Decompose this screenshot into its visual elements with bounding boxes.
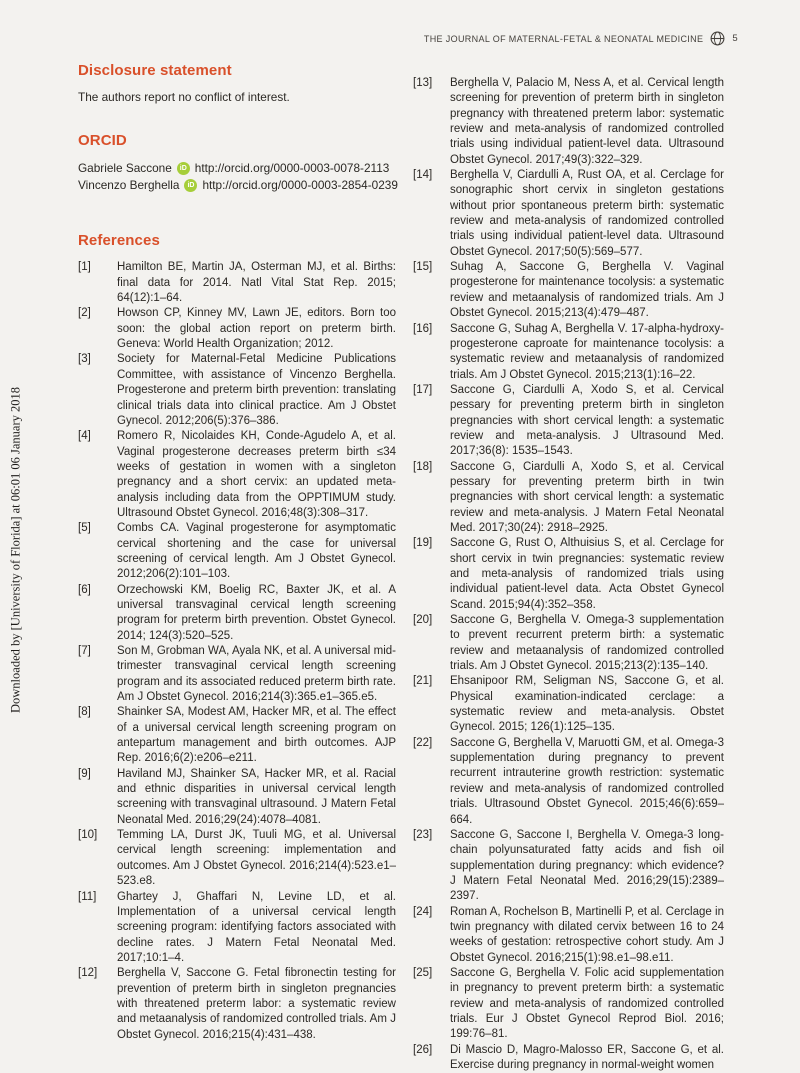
orcid-entry: [78, 177, 396, 194]
reference-number: [14]: [413, 169, 433, 182]
journal-title: THE JOURNAL OF MATERNAL-FETAL & NEONATAL MEDICINE: [423, 33, 704, 44]
reference-number: [7]: [78, 645, 91, 657]
reference-item: [413, 383, 724, 460]
download-watermark: Downloaded by [University of Florida] at 06:01 06 January 2018: [8, 387, 23, 713]
reference-item: [78, 890, 396, 967]
reference-text: Berghella V, Ciardulli A, Rust OA, et al. Cerclage for sonographic short cervix in singleton gestations without prior spontaneous preterm birth: systematic review and meta-analysis of randomized controlled trials using individual patient-level data. Ultrasound Obstet Gynecol. 2017;50(5):569–577.: [450, 169, 724, 258]
reference-number: [10]: [78, 829, 98, 842]
reference-item: [413, 905, 724, 966]
reference-text: Saccone G, Berghella V. Folic acid supplementation in pregnancy to prevent preterm birth: a systematic review and meta-analysis of randomized controlled trials. Eur J Obstet Gynecol Reprod Biol. 2016; 199:76–81.: [450, 966, 724, 1041]
reference-text: Howson CP, Kinney MV, Lawn JE, editors. Born too soon: the global action report on preterm birth. Geneva: World Health Organization; 2012.: [117, 307, 396, 351]
reference-number: [11]: [78, 890, 97, 903]
reference-number: [6]: [78, 583, 91, 596]
reference-number: [2]: [78, 307, 91, 320]
reference-text: Saccone G, Rust O, Althuisius S, et al. Cerclage for short cervix in twin pregnancies: systematic review and meta-analysis of randomized trials using individual patient-level data. Acta Obstet Gynecol Scand. 2015;94(4):352–358.: [450, 537, 724, 611]
reference-item: [413, 1043, 724, 1073]
reference-text: Berghella V, Saccone G. Fetal fibronectin testing for prevention of preterm birth in singleton pregnancies with threatened preterm labor: a systematic review and metaanalysis of randomized controlled trials. Am J Obstet Gynecol. 2016;215(4):431–438.: [117, 967, 396, 1041]
reference-item: [78, 705, 396, 766]
page-number: 5: [732, 33, 738, 44]
references-heading: References: [78, 232, 160, 250]
reference-text: Saccone G, Saccone I, Berghella V. Omega-3 long-chain polyunsaturated fatty acids and fish oil supplementation during pregnancy: which evidence? J Matern Fetal Neonatal Med. 2016;29(15):2389–2397.: [450, 828, 724, 903]
reference-item: [413, 168, 724, 260]
reference-number: [1]: [78, 261, 91, 274]
reference-number: [4]: [78, 430, 91, 443]
reference-number: [20]: [413, 614, 433, 627]
reference-number: [17]: [413, 383, 433, 396]
reference-number: [9]: [78, 767, 91, 780]
reference-item: [413, 674, 724, 735]
left-column: [78, 62, 396, 1073]
orcid-icon: iD: [184, 179, 197, 192]
reference-text: Roman A, Rochelson B, Martinelli P, et al. Cerclage in twin pregnancy with dilated cervix between 16 to 24 weeks of gestation: retrospective cohort study. Am J Obstet Gynecol. 2016;215(1):98.e1–98.e11.: [450, 905, 724, 964]
reference-item: [413, 460, 724, 537]
orcid-link[interactable]: http://orcid.org/0000-0003-0078-2113: [194, 161, 390, 176]
reference-item: [78, 644, 396, 705]
reference-text: Orzechowski KM, Boelig RC, Baxter JK, et al. A universal transvaginal cervical length screening program for preterm birth prevention. Obstet Gynecol. 2014; 124(3):520–525.: [117, 583, 396, 642]
reference-item: [78, 352, 396, 429]
reference-item: [413, 322, 724, 383]
reference-number: [12]: [78, 967, 98, 980]
author-name: Vincenzo Berghella: [78, 178, 180, 193]
reference-number: [25]: [413, 966, 433, 979]
reference-item: [413, 76, 724, 168]
reference-item: [78, 260, 396, 306]
reference-text: Son M, Grobman WA, Ayala NK, et al. A universal mid-trimester transvaginal cervical length screening program and its associated reduced preterm birth rate. Am J Obstet Gynecol. 2016;214(3):365.e1–365.e5.: [117, 645, 396, 704]
reference-text: Saccone G, Ciardulli A, Xodo S, et al. Cervical pessary for preventing preterm birth in twin pregnancies with short cervical length: a systematic review and meta-analysis. J Matern Fetal Neonatal Med. 2017;30(24): 2918–2925.: [450, 460, 724, 534]
reference-number: [22]: [413, 736, 433, 749]
orcid-heading: ORCID: [78, 132, 127, 150]
reference-list-right: [413, 73, 724, 1073]
reference-item: [78, 306, 396, 352]
reference-text: Ghartey J, Ghaffari N, Levine LD, et al. Implementation of a universal cervical length screening program: identifying factors associated with decline rates. J Matern Fetal Neonatal Med. 2017;10:1–4.: [117, 890, 396, 964]
reference-text: Hamilton BE, Martin JA, Osterman MJ, et al. Births: final data for 2014. Natl Vital Stat Rep. 2015; 64(12):1–64.: [117, 261, 396, 305]
reference-list-left: [78, 260, 396, 1043]
reference-text: Haviland MJ, Shainker SA, Hacker MR, et al. Racial and ethnic disparities in universal cervical length screening with transvaginal ultrasound. J Matern Fetal Neonatal Med. 2016;29(24):4078–4081.: [117, 767, 396, 826]
reference-item: [413, 536, 724, 613]
reference-text: Saccone G, Suhag A, Berghella V. 17-alpha-hydroxy-progesterone caproate for maintenance tocolysis: a systematic review and metaanalysis of randomized trials. Am J Obstet Gynecol. 2015;213(1):16–22.: [450, 322, 724, 381]
reference-text: Temming LA, Durst JK, Tuuli MG, et al. Universal cervical length screening: implementation and outcomes. Am J Obstet Gynecol. 2016;214(4):523.e1–523.e8.: [117, 829, 396, 888]
author-name: Gabriele Saccone: [78, 161, 172, 176]
right-column: [413, 62, 724, 1073]
reference-item: [78, 583, 396, 644]
reference-item: [78, 429, 396, 521]
reference-text: Di Mascio D, Magro-Malosso ER, Saccone G, et al. Exercise during pregnancy in normal-weight women: [450, 1043, 724, 1071]
orcid-entry: [78, 160, 396, 177]
reference-item: [413, 828, 724, 905]
reference-number: [15]: [413, 261, 433, 274]
reference-number: [16]: [413, 322, 433, 335]
reference-number: [3]: [78, 353, 91, 366]
reference-number: [26]: [413, 1043, 433, 1056]
reference-text: Society for Maternal-Fetal Medicine Publications Committee, with assistance of Vincenzo Berghella. Progesterone and preterm birth prevention: translating clinical trials data into clinical practice. Am J Obstet Gynecol. 2012;206(5):376–386.: [117, 353, 396, 427]
reference-number: [5]: [78, 522, 91, 535]
reference-item: [78, 828, 396, 889]
reference-text: Combs CA. Vaginal progesterone for asymptomatic cervical shortening and the case for universal screening of cervical length. Am J Obstet Gynecol. 2012;206(2):101–103.: [117, 522, 396, 581]
reference-item: [413, 966, 724, 1043]
publisher-globe-icon: [710, 31, 725, 46]
content-columns: [78, 62, 724, 1073]
reference-text: Suhag A, Saccone G, Berghella V. Vaginal progesterone for maintenance tocolysis: a systematic review and metaanalysis of randomized trials. Am J Obstet Gynecol. 2015;213(4):479–487.: [450, 261, 724, 320]
reference-number: [19]: [413, 537, 433, 550]
reference-item: [78, 521, 396, 582]
running-head: [424, 31, 738, 46]
reference-item: [78, 966, 396, 1043]
reference-number: [23]: [413, 828, 433, 841]
reference-number: [24]: [413, 905, 433, 918]
reference-text: Romero R, Nicolaides KH, Conde-Agudelo A, et al. Vaginal progesterone decreases preterm birth ≤34 weeks of gestation in women with a singleton pregnancy and a short cervix: an updated meta-analysis including data from the OPPTIMUM study. Ultrasound Obstet Gynecol. 2016;48(3):308–317.: [117, 430, 396, 519]
reference-text: Saccone G, Ciardulli A, Xodo S, et al. Cervical pessary for preventing preterm birth in singleton pregnancies with short cervical length: a systematic review and meta-analysis. J Ultrasound Med. 2017;36(8): 1535–1543.: [450, 383, 724, 458]
reference-number: [8]: [78, 706, 91, 719]
reference-number: [18]: [413, 460, 433, 473]
reference-number: [21]: [413, 675, 433, 688]
reference-item: [413, 260, 724, 321]
reference-text: Berghella V, Palacio M, Ness A, et al. Cervical length screening for prevention of preterm birth in singleton pregnancy with threatened preterm labor: systematic review and meta-analysis of randomized controlled trials using individual patient-level data. Ultrasound Obstet Gynecol. 2017;49(3):322–329.: [450, 77, 724, 166]
orcid-icon: iD: [177, 162, 190, 175]
orcid-list: [78, 160, 396, 194]
reference-item: [78, 767, 396, 828]
reference-number: [13]: [413, 77, 433, 89]
reference-text: Saccone G, Berghella V, Maruotti GM, et al. Omega-3 supplementation during pregnancy to prevent recurrent intrauterine growth restriction: systematic review and meta-analysis of randomized controlled trials. Ultrasound Obstet Gynecol. 2015;46(6):659–664.: [450, 736, 724, 826]
reference-text: Ehsanipoor RM, Seligman NS, Saccone G, et al. Physical examination-indicated cerclage: a systematic review and meta-analysis. Obstet Gynecol. 2015; 126(1):125–135.: [450, 675, 724, 734]
orcid-link[interactable]: http://orcid.org/0000-0003-2854-0239: [202, 178, 398, 193]
reference-item: [413, 613, 724, 674]
reference-text: Saccone G, Berghella V. Omega-3 supplementation to prevent recurrent preterm birth: a systematic review and metaanalysis of randomized controlled trials. Am J Obstet Gynecol. 2015;213(2):135–140.: [450, 614, 724, 673]
reference-text: Shainker SA, Modest AM, Hacker MR, et al. The effect of a universal cervical length screening program on antepartum management and birth outcomes. AJP Rep. 2016;6(2):e206–e211.: [117, 706, 396, 765]
disclosure-body: The authors report no conflict of interest.: [78, 90, 290, 104]
reference-item: [413, 736, 724, 828]
disclosure-heading: Disclosure statement: [78, 62, 232, 79]
